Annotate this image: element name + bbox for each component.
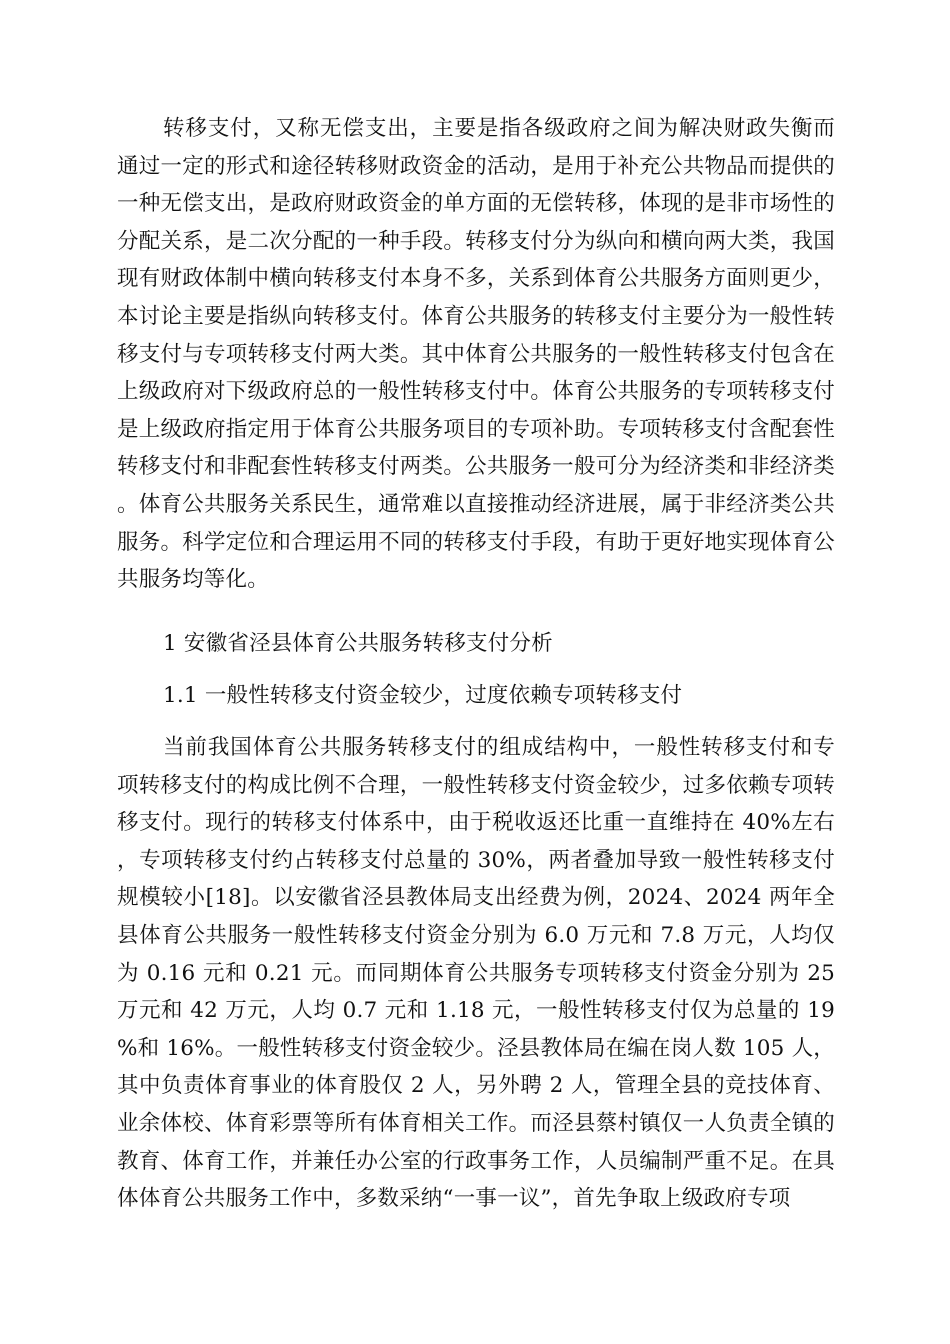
section-heading: 1 安徽省泾县体育公共服务转移支付分析	[163, 631, 553, 656]
body-paragraph: 当前我国体育公共服务转移支付的组成结构中，一般性转移支付和专项转移支付的构成比例不合理，一般性转移支付资金较少，过多依赖专项转移支付。现行的转移支付体系中，由于税收返还比重一直维持在 40%左右，专项转移支付约占转移支付总量的 30%，两者叠加导致一般性转移支付规模较小[18]。以安徽省泾县教体局支出经费为例，2024、2024 两年全县体育公共服务一般性转移支付资金分别为 6.0 万元和 7.8 万元，人均仅为 0.16 元和 0.21 元。而同期体育公共服务专项转移支付资金分别为 25 万元和 42 万元，人均 0.7 元和 1.18 元，一般性转移支付仅为总量的 19%和 16%。一般性转移支付资金较少。泾县教体局在编在岗人数 105 人，其中负责体育事业的体育股仅 2 人，另外聘 2 人，管理全县的竞技体育、业余体校、体育彩票等所有体育相关工作。而泾县蔡村镇仅一人负责全镇的教育、体育工作，并兼任办公室的行政事务工作，人员编制严重不足。在具体体育公共服务工作中，多数采纳“一事一议”，首先争取上级政府专项	[117, 735, 835, 1212]
body-paragraph: 转移支付，又称无偿支出，主要是指各级政府之间为解决财政失衡而通过一定的形式和途径转移财政资金的活动，是用于补充公共物品而提供的一种无偿支出，是政府财政资金的单方面的无偿转移，体现的是非市场性的分配关系，是二次分配的一种手段。转移支付分为纵向和横向两大类，我国现有财政体制中横向转移支付本身不多，关系到体育公共服务方面则更少，本讨论主要是指纵向转移支付。体育公共服务的转移支付主要分为一般性转移支付与专项转移支付两大类。其中体育公共服务的一般性转移支付包含在上级政府对下级政府总的一般性转移支付中。体育公共服务的专项转移支付是上级政府指定用于体育公共服务项目的专项补助。专项转移支付含配套性转移支付和非配套性转移支付两类。公共服务一般可分为经济类和非经济类。体育公共服务关系民生，通常难以直接推动经济进展，属于非经济类公共服务。科学定位和合理运用不同的转移支付手段，有助于更好地实现体育公共服务均等化。	[117, 116, 835, 593]
subsection-heading: 1.1 一般性转移支付资金较少，过度依赖专项转移支付	[163, 683, 683, 708]
